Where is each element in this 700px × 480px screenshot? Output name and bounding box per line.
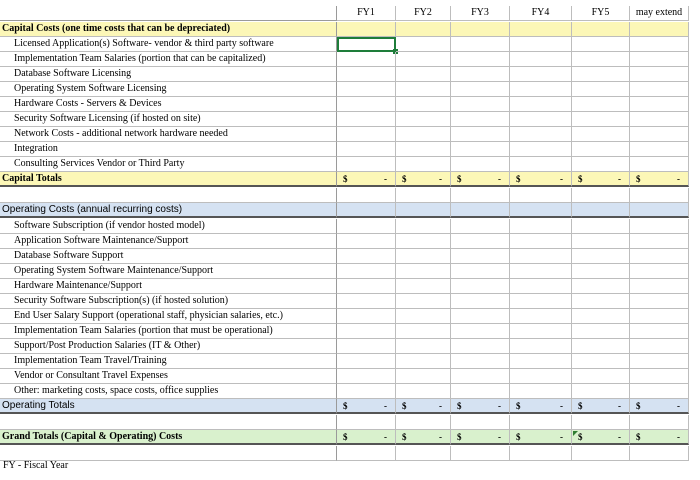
capital-item-row (0, 67, 692, 82)
column-header-6[interactable]: may extend (630, 6, 689, 21)
value-cell[interactable] (451, 279, 510, 294)
value-cell[interactable] (337, 430, 396, 445)
value-cell[interactable] (630, 234, 689, 249)
operating-item-row (0, 279, 692, 294)
value-cell[interactable] (510, 430, 572, 445)
value-cell[interactable] (572, 203, 630, 218)
total-value: - (439, 432, 442, 442)
capital-item-row (0, 157, 692, 172)
value-cell[interactable] (337, 127, 396, 142)
value-cell[interactable] (451, 112, 510, 127)
value-cell[interactable] (572, 249, 630, 264)
value-cell[interactable] (337, 142, 396, 157)
value-cell[interactable] (396, 22, 451, 37)
value-cell[interactable] (451, 157, 510, 172)
value-cell[interactable] (572, 157, 630, 172)
value-cell[interactable] (337, 309, 396, 324)
total-value: - (384, 401, 387, 411)
currency-symbol: $ (343, 401, 348, 411)
value-cell[interactable] (337, 294, 396, 309)
value-cell[interactable] (337, 112, 396, 127)
value-cell[interactable] (572, 369, 630, 384)
value-cell[interactable] (510, 127, 572, 142)
value-cell[interactable] (510, 264, 572, 279)
value-cell[interactable] (337, 354, 396, 369)
capital-totals-label[interactable]: Capital Totals (0, 172, 337, 187)
column-header-1[interactable]: FY1 (337, 6, 396, 21)
value-cell[interactable] (572, 112, 630, 127)
value-cell[interactable] (572, 142, 630, 157)
operating-item-row (0, 324, 692, 339)
capital-item-row (0, 82, 692, 97)
currency-symbol: $ (343, 432, 348, 442)
value-cell[interactable] (451, 249, 510, 264)
value-cell[interactable] (510, 339, 572, 354)
value-cell[interactable] (572, 354, 630, 369)
value-cell[interactable] (572, 399, 630, 414)
operating-item[interactable]: Software Subscription (if vendor hosted model) (0, 219, 337, 234)
total-value: - (618, 174, 621, 184)
value-cell[interactable] (630, 384, 689, 399)
value-cell[interactable] (451, 369, 510, 384)
value-cell[interactable] (630, 142, 689, 157)
value-cell[interactable] (396, 82, 451, 97)
value-cell[interactable] (630, 203, 689, 218)
value-cell[interactable] (337, 188, 396, 203)
value-cell[interactable] (572, 294, 630, 309)
value-cell[interactable] (630, 82, 689, 97)
column-header-4[interactable]: FY4 (510, 6, 572, 21)
currency-symbol: $ (516, 174, 521, 184)
value-cell[interactable] (396, 37, 451, 52)
value-cell[interactable] (630, 157, 689, 172)
value-cell[interactable] (396, 264, 451, 279)
value-cell[interactable] (630, 67, 689, 82)
value-cell[interactable] (337, 157, 396, 172)
currency-symbol: $ (516, 432, 521, 442)
value-cell[interactable] (396, 249, 451, 264)
capital-item-row (0, 97, 692, 112)
comment-indicator-icon (573, 431, 578, 436)
value-cell[interactable] (630, 324, 689, 339)
value-cell[interactable] (572, 219, 630, 234)
value-cell[interactable] (337, 219, 396, 234)
value-cell[interactable] (510, 399, 572, 414)
value-cell[interactable] (510, 22, 572, 37)
total-value: - (618, 432, 621, 442)
currency-symbol: $ (636, 401, 641, 411)
operating-item-row (0, 294, 692, 309)
spacer-row (0, 415, 692, 430)
currency-symbol: $ (343, 174, 348, 184)
value-cell[interactable] (510, 446, 572, 461)
value-cell[interactable] (510, 188, 572, 203)
value-cell[interactable] (572, 384, 630, 399)
total-value: - (677, 401, 680, 411)
value-cell[interactable] (396, 339, 451, 354)
capital-item[interactable]: Consulting Services Vendor or Third Party (0, 157, 337, 172)
value-cell[interactable] (396, 279, 451, 294)
value-cell[interactable] (510, 384, 572, 399)
currency-symbol: $ (457, 432, 462, 442)
value-cell[interactable] (630, 249, 689, 264)
value-cell[interactable] (572, 264, 630, 279)
operating-item[interactable]: Hardware Maintenance/Support (0, 279, 337, 294)
value-cell[interactable] (451, 384, 510, 399)
operating-item[interactable]: Other: marketing costs, space costs, office supplies (0, 384, 337, 399)
column-header-5[interactable]: FY5 (572, 6, 630, 21)
value-cell[interactable] (451, 203, 510, 218)
currency-symbol: $ (402, 432, 407, 442)
value-cell[interactable] (630, 446, 689, 461)
total-value: - (677, 432, 680, 442)
currency-symbol: $ (636, 174, 641, 184)
value-cell[interactable] (396, 430, 451, 445)
value-cell[interactable] (337, 67, 396, 82)
operating-item[interactable]: Vendor or Consultant Travel Expenses (0, 369, 337, 384)
operating-item-row (0, 384, 692, 399)
value-cell[interactable] (337, 82, 396, 97)
value-cell[interactable] (396, 354, 451, 369)
value-cell[interactable] (451, 127, 510, 142)
value-cell[interactable] (451, 415, 510, 430)
header-blank[interactable] (0, 6, 337, 21)
operating-header-row (0, 203, 692, 218)
value-cell[interactable] (510, 157, 572, 172)
operating-item-row (0, 249, 692, 264)
value-cell[interactable] (630, 339, 689, 354)
operating-item[interactable]: Operating System Software Maintenance/Support (0, 264, 337, 279)
operating-item[interactable]: Application Software Maintenance/Support (0, 234, 337, 249)
operating-header[interactable]: Operating Costs (annual recurring costs) (0, 203, 337, 218)
footnote: FY - Fiscal Year (3, 460, 69, 471)
total-value: - (677, 174, 680, 184)
value-cell[interactable] (337, 369, 396, 384)
value-cell[interactable] (630, 172, 689, 187)
operating-item[interactable]: Implementation Team Salaries (portion that must be operational) (0, 324, 337, 339)
value-cell[interactable] (630, 264, 689, 279)
header-row (0, 6, 692, 21)
value-cell[interactable] (572, 97, 630, 112)
operating-item[interactable]: Security Software Subscription(s) (if hosted solution) (0, 294, 337, 309)
value-cell[interactable] (510, 324, 572, 339)
capital-item-row (0, 112, 692, 127)
operating-item[interactable]: Database Software Support (0, 249, 337, 264)
value-cell[interactable] (396, 399, 451, 414)
total-value: - (618, 401, 621, 411)
value-cell[interactable] (337, 324, 396, 339)
value-cell[interactable] (396, 67, 451, 82)
value-cell[interactable] (337, 172, 396, 187)
value-cell[interactable] (451, 97, 510, 112)
value-cell[interactable] (510, 219, 572, 234)
value-cell[interactable] (630, 127, 689, 142)
capital-item[interactable]: Licensed Application(s) Software- vendor & third party software (0, 37, 337, 52)
value-cell[interactable] (396, 219, 451, 234)
spacer-row (0, 446, 692, 461)
value-cell[interactable] (572, 309, 630, 324)
value-cell[interactable] (510, 354, 572, 369)
operating-item[interactable]: Support/Post Production Salaries (IT & Other) (0, 339, 337, 354)
value-cell[interactable] (451, 309, 510, 324)
value-cell[interactable] (396, 294, 451, 309)
value-cell[interactable] (510, 172, 572, 187)
value-cell[interactable] (337, 279, 396, 294)
currency-symbol: $ (402, 401, 407, 411)
value-cell[interactable] (630, 294, 689, 309)
spacer[interactable] (0, 446, 337, 461)
total-value: - (439, 401, 442, 411)
value-cell[interactable] (396, 112, 451, 127)
value-cell[interactable] (572, 67, 630, 82)
value-cell[interactable] (630, 430, 689, 445)
total-value: - (384, 174, 387, 184)
value-cell[interactable] (630, 188, 689, 203)
value-cell[interactable] (510, 415, 572, 430)
value-cell[interactable] (510, 279, 572, 294)
operating-totals-label[interactable]: Operating Totals (0, 399, 337, 414)
value-cell[interactable] (630, 112, 689, 127)
value-cell[interactable] (337, 446, 396, 461)
value-cell[interactable] (396, 127, 451, 142)
value-cell[interactable] (451, 399, 510, 414)
value-cell[interactable] (572, 339, 630, 354)
total-value: - (498, 432, 501, 442)
capital-item-row (0, 37, 692, 52)
value-cell[interactable] (396, 157, 451, 172)
currency-symbol: $ (516, 401, 521, 411)
value-cell[interactable] (510, 249, 572, 264)
value-cell[interactable] (572, 324, 630, 339)
value-cell[interactable] (510, 112, 572, 127)
value-cell[interactable] (396, 415, 451, 430)
value-cell[interactable] (630, 309, 689, 324)
value-cell[interactable] (510, 67, 572, 82)
value-cell[interactable] (572, 82, 630, 97)
value-cell[interactable] (510, 369, 572, 384)
value-cell[interactable] (451, 22, 510, 37)
capital-header-row (0, 22, 692, 37)
value-cell[interactable] (451, 354, 510, 369)
total-value: - (439, 174, 442, 184)
operating-item-row (0, 234, 692, 249)
value-cell[interactable] (572, 234, 630, 249)
value-cell[interactable] (451, 67, 510, 82)
value-cell[interactable] (630, 399, 689, 414)
value-cell[interactable] (630, 37, 689, 52)
total-value: - (498, 401, 501, 411)
column-header-3[interactable]: FY3 (451, 6, 510, 21)
spacer-row (0, 188, 692, 203)
value-cell[interactable] (630, 52, 689, 67)
grand-totals-row (0, 430, 692, 445)
spacer[interactable] (0, 188, 337, 203)
value-cell[interactable] (337, 249, 396, 264)
value-cell[interactable] (337, 97, 396, 112)
capital-item-row (0, 142, 692, 157)
capital-item[interactable]: Implementation Team Salaries (portion that can be capitalized) (0, 52, 337, 67)
value-cell[interactable] (451, 142, 510, 157)
value-cell[interactable] (396, 446, 451, 461)
value-cell[interactable] (451, 234, 510, 249)
total-value: - (560, 174, 563, 184)
value-cell[interactable] (510, 97, 572, 112)
value-cell[interactable] (630, 97, 689, 112)
capital-totals-row (0, 172, 692, 187)
value-cell[interactable] (451, 188, 510, 203)
operating-item-row (0, 219, 692, 234)
value-cell[interactable] (451, 430, 510, 445)
value-cell[interactable] (510, 82, 572, 97)
value-cell[interactable] (451, 446, 510, 461)
operating-item-row (0, 339, 692, 354)
column-header-2[interactable]: FY2 (396, 6, 451, 21)
value-cell[interactable] (337, 399, 396, 414)
total-value: - (498, 174, 501, 184)
value-cell[interactable] (510, 294, 572, 309)
value-cell[interactable] (572, 188, 630, 203)
value-cell[interactable] (396, 203, 451, 218)
value-cell[interactable] (451, 172, 510, 187)
value-cell[interactable] (630, 279, 689, 294)
value-cell[interactable] (337, 52, 396, 67)
value-cell[interactable] (337, 264, 396, 279)
spacer[interactable] (0, 415, 337, 430)
value-cell[interactable] (396, 142, 451, 157)
value-cell[interactable] (337, 234, 396, 249)
capital-header[interactable]: Capital Costs (one time costs that can be depreciated) (0, 22, 337, 37)
value-cell[interactable] (572, 37, 630, 52)
value-cell[interactable] (510, 142, 572, 157)
value-cell[interactable] (572, 279, 630, 294)
value-cell[interactable] (396, 384, 451, 399)
currency-symbol: $ (578, 432, 583, 442)
selected-cell[interactable] (337, 37, 396, 52)
value-cell[interactable] (451, 37, 510, 52)
value-cell[interactable] (396, 97, 451, 112)
value-cell[interactable] (337, 384, 396, 399)
capital-item[interactable]: Hardware Costs - Servers & Devices (0, 97, 337, 112)
value-cell[interactable] (630, 369, 689, 384)
capital-item-row (0, 52, 692, 67)
operating-item[interactable]: Implementation Team Travel/Training (0, 354, 337, 369)
value-cell[interactable] (572, 22, 630, 37)
value-cell[interactable] (572, 430, 630, 445)
value-cell[interactable] (630, 415, 689, 430)
grand-totals-label[interactable]: Grand Totals (Capital & Operating) Costs (0, 430, 337, 445)
value-cell[interactable] (396, 369, 451, 384)
value-cell[interactable] (510, 234, 572, 249)
value-cell[interactable] (572, 415, 630, 430)
operating-totals-row (0, 399, 692, 414)
value-cell[interactable] (572, 127, 630, 142)
value-cell[interactable] (572, 172, 630, 187)
value-cell[interactable] (451, 324, 510, 339)
value-cell[interactable] (510, 203, 572, 218)
currency-symbol: $ (457, 174, 462, 184)
value-cell[interactable] (451, 294, 510, 309)
capital-item[interactable]: Security Software Licensing (if hosted on site) (0, 112, 337, 127)
total-value: - (384, 432, 387, 442)
value-cell[interactable] (451, 264, 510, 279)
total-value: - (560, 401, 563, 411)
currency-symbol: $ (402, 174, 407, 184)
capital-item[interactable]: Database Software Licensing (0, 67, 337, 82)
value-cell[interactable] (451, 82, 510, 97)
value-cell[interactable] (510, 52, 572, 67)
value-cell[interactable] (337, 339, 396, 354)
value-cell[interactable] (396, 188, 451, 203)
capital-item-row (0, 127, 692, 142)
value-cell[interactable] (630, 219, 689, 234)
currency-symbol: $ (578, 401, 583, 411)
currency-symbol: $ (457, 401, 462, 411)
capital-item[interactable]: Network Costs - additional network hardware needed (0, 127, 337, 142)
value-cell[interactable] (510, 309, 572, 324)
value-cell[interactable] (337, 22, 396, 37)
value-cell[interactable] (451, 219, 510, 234)
value-cell[interactable] (396, 234, 451, 249)
value-cell[interactable] (337, 415, 396, 430)
value-cell[interactable] (510, 37, 572, 52)
value-cell[interactable] (630, 22, 689, 37)
value-cell[interactable] (396, 309, 451, 324)
currency-symbol: $ (636, 432, 641, 442)
value-cell[interactable] (630, 354, 689, 369)
value-cell[interactable] (337, 203, 396, 218)
value-cell[interactable] (396, 324, 451, 339)
value-cell[interactable] (572, 446, 630, 461)
operating-item-row (0, 354, 692, 369)
operating-item-row (0, 309, 692, 324)
operating-item-row (0, 369, 692, 384)
capital-item[interactable]: Operating System Software Licensing (0, 82, 337, 97)
value-cell[interactable] (396, 52, 451, 67)
value-cell[interactable] (396, 172, 451, 187)
capital-item[interactable]: Integration (0, 142, 337, 157)
operating-item-row (0, 264, 692, 279)
value-cell[interactable] (572, 52, 630, 67)
operating-item[interactable]: End User Salary Support (operational staff, physician salaries, etc.) (0, 309, 337, 324)
value-cell[interactable] (451, 339, 510, 354)
value-cell[interactable] (451, 52, 510, 67)
total-value: - (560, 432, 563, 442)
currency-symbol: $ (578, 174, 583, 184)
